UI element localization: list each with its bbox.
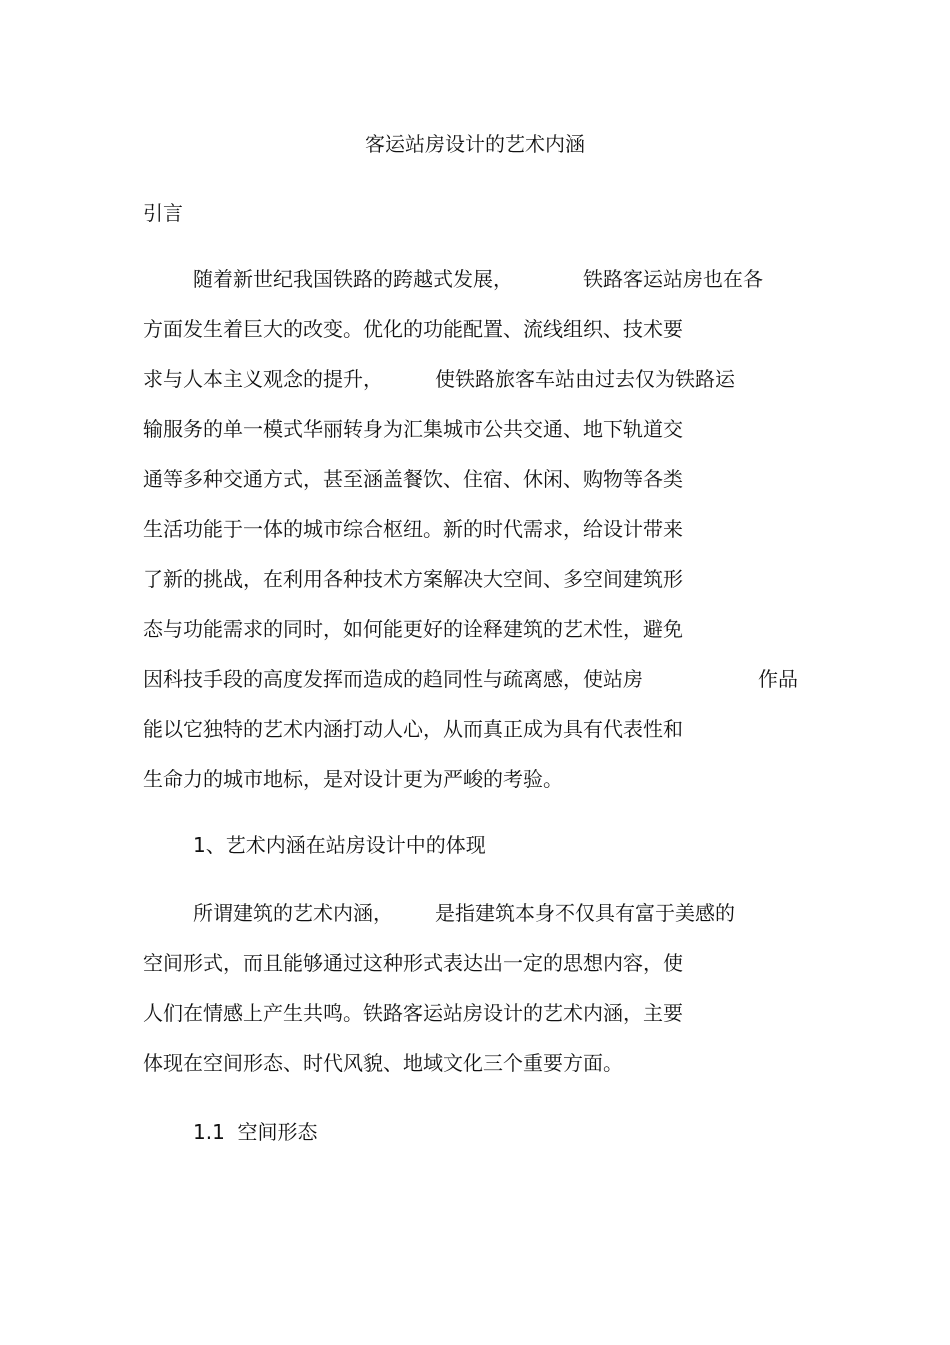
paragraph-line: 作品 bbox=[758, 667, 798, 691]
paragraph-line: 所谓建筑的艺术内涵， bbox=[193, 901, 393, 925]
paragraph-line: 随着新世纪我国铁路的跨越式发展， bbox=[193, 267, 513, 291]
paragraph-line: 因科技手段的高度发挥而造成的趋同性与疏离感，使站房 bbox=[143, 667, 643, 691]
section-heading-1-1: 1.1 空间形态 bbox=[193, 1120, 318, 1144]
paragraph-line: 体现在空间形态、时代风貌、地域文化三个重要方面。 bbox=[143, 1051, 623, 1075]
paragraph-line: 是指建筑本身不仅具有富于美感的 bbox=[435, 901, 735, 925]
paragraph-line: 了新的挑战，在利用各种技术方案解决大空间、多空间建筑形 bbox=[143, 567, 683, 591]
paragraph-line: 通等多种交通方式，甚至涵盖餐饮、住宿、休闲、购物等各类 bbox=[143, 467, 683, 491]
document-title: 客运站房设计的艺术内涵 bbox=[365, 132, 585, 156]
paragraph-line: 态与功能需求的同时，如何能更好的诠释建筑的艺术性，避免 bbox=[143, 617, 683, 641]
paragraph-line: 输服务的单一模式华丽转身为汇集城市公共交通、地下轨道交 bbox=[143, 417, 683, 441]
paragraph-line: 生活功能于一体的城市综合枢纽。新的时代需求，给设计带来 bbox=[143, 517, 683, 541]
section-heading-1: 1、艺术内涵在站房设计中的体现 bbox=[193, 833, 486, 857]
paragraph-line: 人们在情感上产生共鸣。铁路客运站房设计的艺术内涵，主要 bbox=[143, 1001, 683, 1025]
paragraph-line: 铁路客运站房也在各 bbox=[583, 267, 763, 291]
paragraph-line: 能以它独特的艺术内涵打动人心，从而真正成为具有代表性和 bbox=[143, 717, 683, 741]
intro-heading: 引言 bbox=[143, 201, 183, 225]
paragraph-line: 空间形式，而且能够通过这种形式表达出一定的思想内容，使 bbox=[143, 951, 683, 975]
paragraph-line: 使铁路旅客车站由过去仅为铁路运 bbox=[435, 367, 735, 391]
paragraph-line: 求与人本主义观念的提升， bbox=[143, 367, 383, 391]
paragraph-line: 生命力的城市地标，是对设计更为严峻的考验。 bbox=[143, 767, 563, 791]
paragraph-line: 方面发生着巨大的改变。优化的功能配置、流线组织、技术要 bbox=[143, 317, 683, 341]
